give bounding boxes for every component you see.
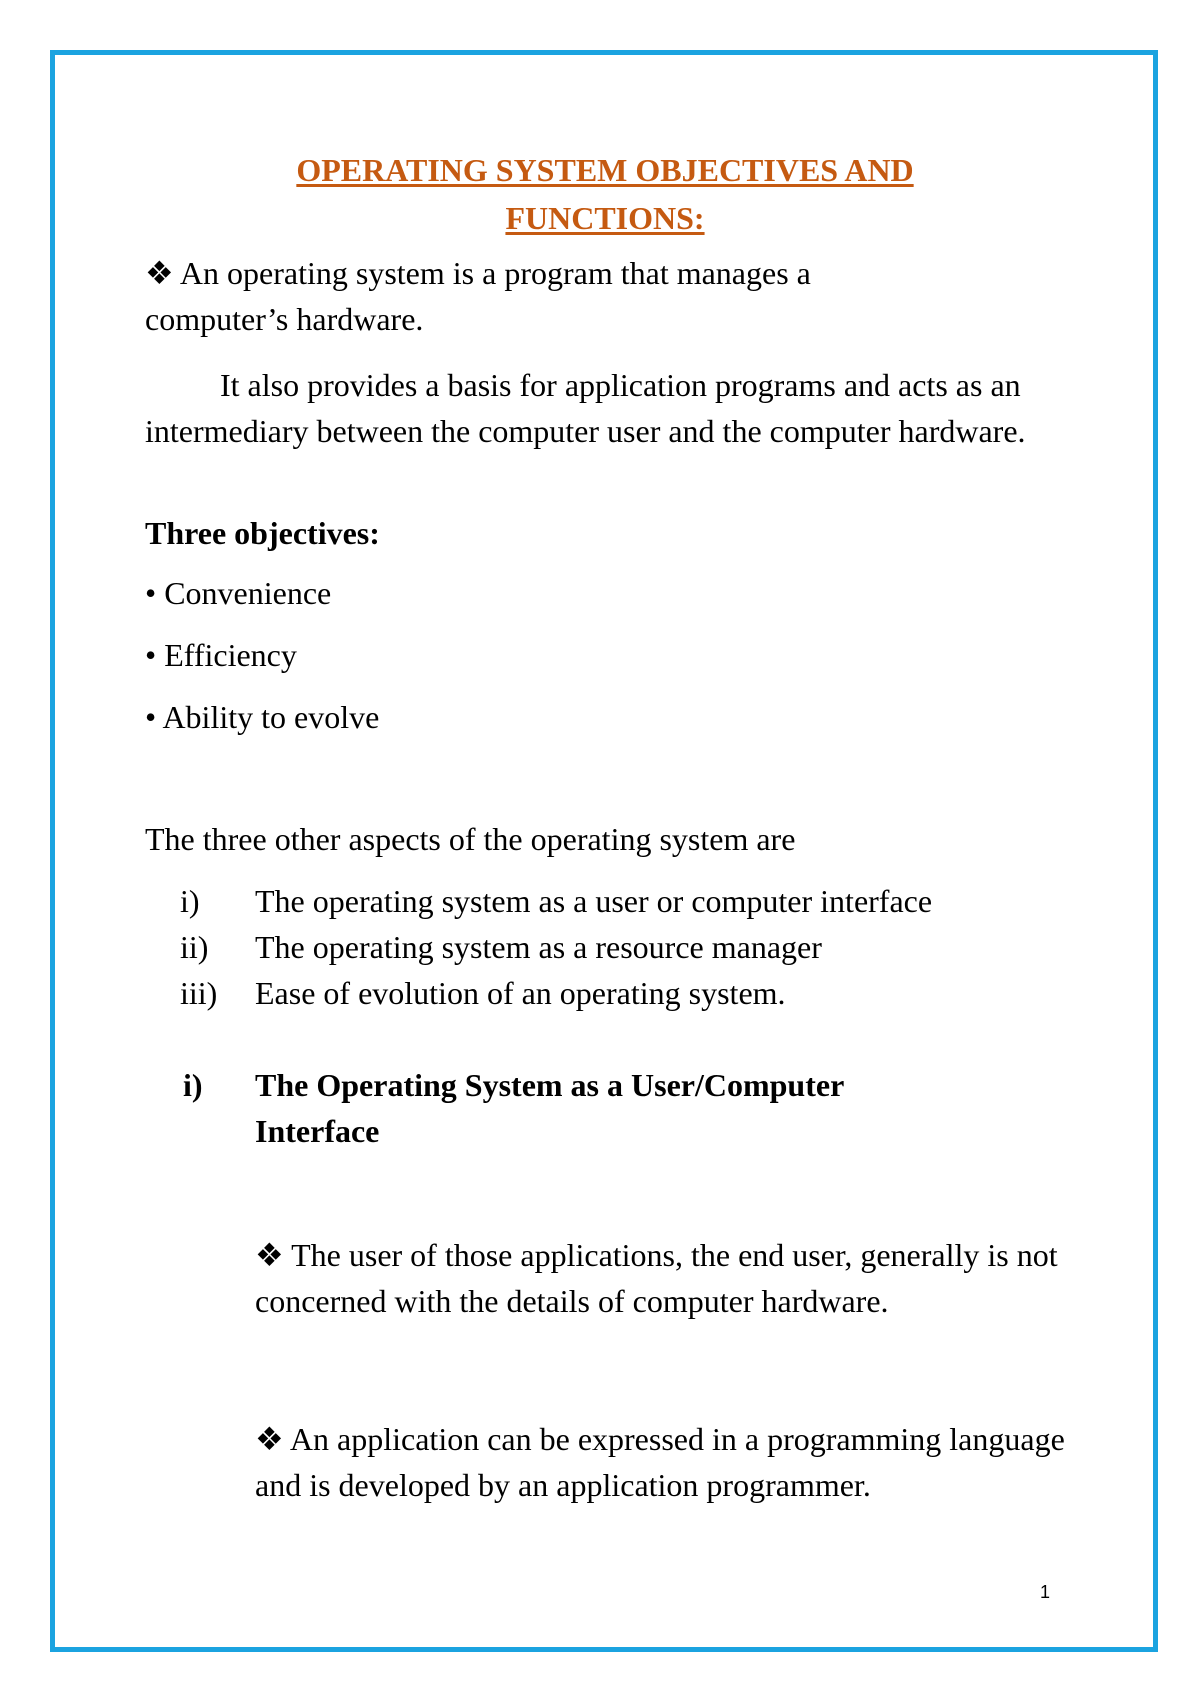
section-title: The Operating System as a User/Computer Interface — [255, 1067, 844, 1149]
title-line-2: FUNCTIONS: — [505, 200, 705, 236]
aspect-label: The operating system as a resource manager — [255, 929, 822, 965]
aspect-number: ii) — [180, 929, 209, 965]
aspect-label: The operating system as a user or computer interface — [255, 883, 933, 919]
objective-item: • Convenience — [145, 575, 332, 611]
aspect-number: i) — [180, 883, 200, 919]
section-bullet-paragraph: ❖ An application can be expressed in a programming language and is developed by an application programmer. — [255, 1421, 1065, 1503]
objective-item: • Efficiency — [145, 637, 297, 673]
section-number: i) — [183, 1067, 203, 1103]
section-bullet-paragraph: ❖ The user of those applications, the end user, generally is not concerned with the details of computer hardware. — [255, 1237, 1058, 1319]
objectives-heading: Three objectives: — [145, 515, 380, 551]
page-number: 1 — [1040, 1582, 1051, 1602]
intro-paragraph-2: It also provides a basis for application programs and acts as an intermediary between the computer user and the computer hardware. — [145, 367, 1026, 449]
aspect-label: Ease of evolution of an operating system. — [255, 975, 786, 1011]
page-title — [145, 146, 1065, 242]
title-line-1: OPERATING SYSTEM OBJECTIVES AND — [296, 152, 914, 188]
objective-item: • Ability to evolve — [145, 699, 380, 735]
intro-paragraph-1: ❖ An operating system is a program that manages a computer’s hardware. — [145, 255, 811, 337]
aspect-number: iii) — [180, 975, 218, 1011]
aspects-intro: The three other aspects of the operating system are — [145, 821, 796, 857]
